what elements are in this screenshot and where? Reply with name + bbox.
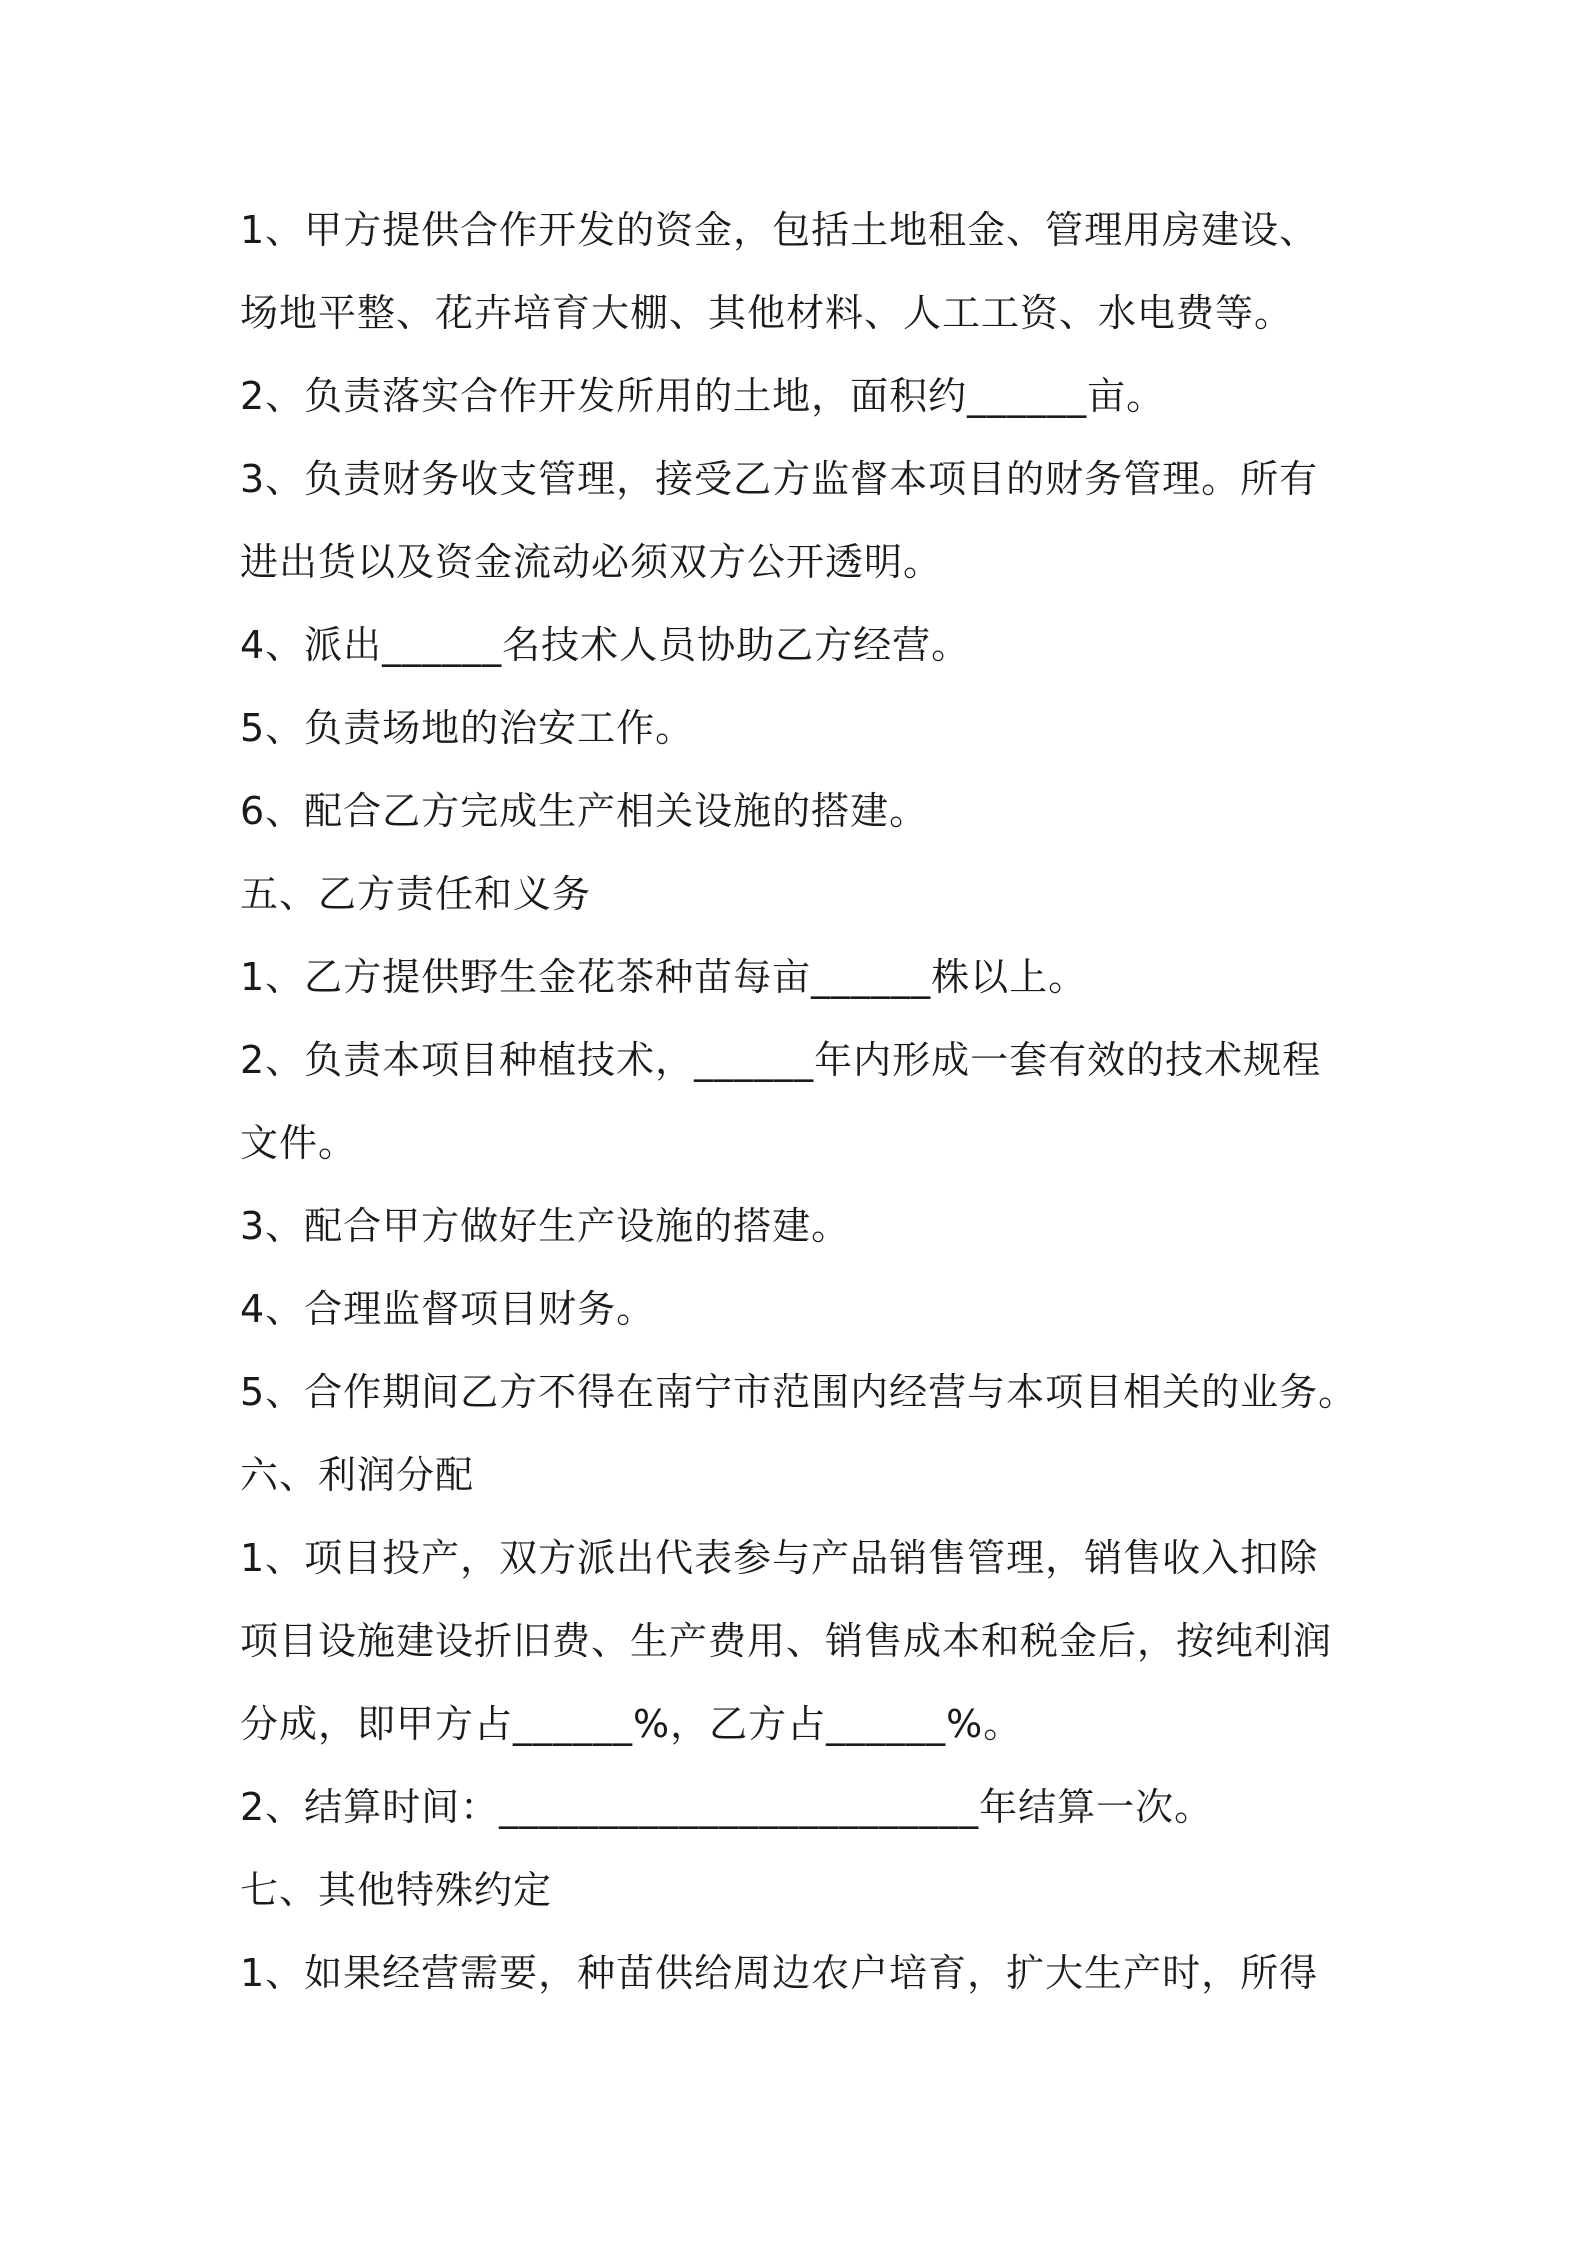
paragraph-line: 4、合理监督项目财务。 <box>240 1287 656 1331</box>
paragraph-line: 1、乙方提供野生金花茶种苗每亩______株以上。 <box>240 955 1088 999</box>
section-heading: 七、其他特殊约定 <box>240 1868 553 1912</box>
paragraph-line: 4、派出______名技术人员协助乙方经营。 <box>240 623 971 667</box>
section-heading: 六、利润分配 <box>240 1453 475 1497</box>
paragraph-line: 分成，即甲方占______%，乙方占______%。 <box>240 1702 1023 1746</box>
paragraph-line: 2、负责本项目种植技术，______年内形成一套有效的技术规程 <box>240 1038 1322 1082</box>
paragraph-line: 1、项目投产，双方派出代表参与产品销售管理，销售收入扣除 <box>240 1536 1319 1580</box>
paragraph-line: 3、配合甲方做好生产设施的搭建。 <box>240 1204 851 1248</box>
paragraph-line: 项目设施建设折旧费、生产费用、销售成本和税金后，按纯利润 <box>240 1619 1333 1663</box>
paragraph-line: 6、配合乙方完成生产相关设施的搭建。 <box>240 789 929 833</box>
paragraph-line: 1、甲方提供合作开发的资金，包括土地租金、管理用房建设、 <box>240 208 1319 252</box>
paragraph-line: 文件。 <box>240 1121 358 1165</box>
paragraph-line: 5、合作期间乙方不得在南宁市范围内经营与本项目相关的业务。 <box>240 1370 1358 1414</box>
paragraph-line: 1、如果经营需要，种苗供给周边农户培育，扩大生产时，所得 <box>240 1951 1319 1995</box>
paragraph-line: 3、负责财务收支管理，接受乙方监督本项目的财务管理。所有 <box>240 457 1319 501</box>
paragraph-line: 2、结算时间：________________________年结算一次。 <box>240 1785 1214 1829</box>
paragraph-line: 进出货以及资金流动必须双方公开透明。 <box>240 540 943 584</box>
paragraph-line: 场地平整、花卉培育大棚、其他材料、人工工资、水电费等。 <box>240 291 1294 335</box>
paragraph-line: 5、负责场地的治安工作。 <box>240 706 695 750</box>
section-heading: 五、乙方责任和义务 <box>240 872 592 916</box>
paragraph-line: 2、负责落实合作开发所用的土地，面积约______亩。 <box>240 374 1166 418</box>
